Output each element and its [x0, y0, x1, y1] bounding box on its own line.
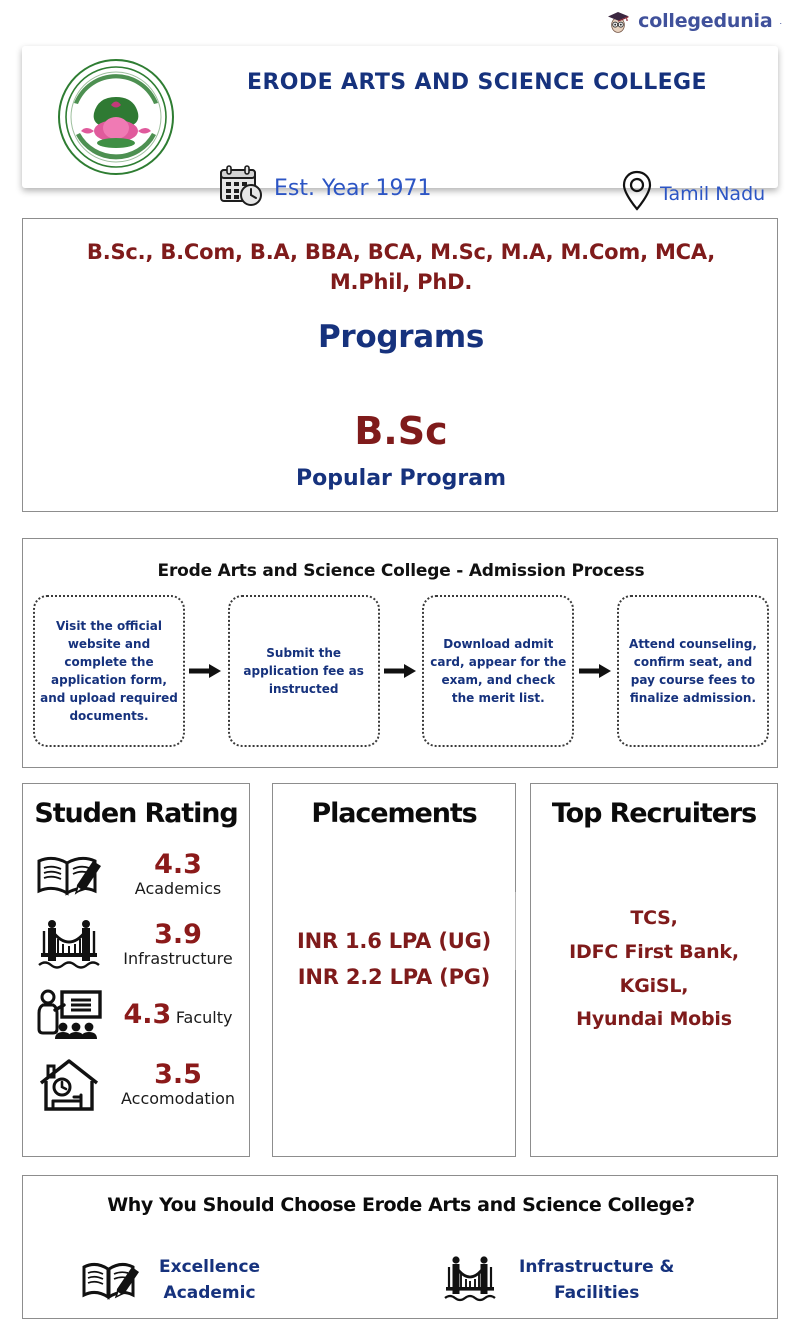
programs-list: B.Sc., B.Com, B.A, BBA, BCA, M.Sc, M.A, M.Com, MCA, M.Phil, PhD.: [86, 240, 716, 295]
rating-score: 4.3: [123, 998, 172, 1030]
student-rating-rows: [33, 840, 243, 1120]
why-choose-item: [439, 1254, 674, 1307]
why-choose-title: Why You Should Choose Erode Arts and Science College?: [107, 1194, 695, 1216]
admission-step-text: Submit the application fee as instructed: [243, 646, 364, 696]
admission-process-title: Erode Arts and Science College - Admission Process: [157, 561, 645, 581]
student-rating-card: [22, 783, 250, 1157]
why-choose-item-label: [159, 1254, 260, 1307]
teacher-classroom-icon: [33, 987, 105, 1043]
rating-score: 4.3: [154, 848, 202, 880]
brand-name: collegedunia: [638, 10, 773, 32]
calendar-clock-icon: [218, 164, 264, 213]
bridge-icon: [439, 1254, 501, 1306]
admission-step-text: Visit the official website and complete the application form, and upload required documents.: [40, 619, 178, 723]
admission-step-text: Attend counseling, confirm seat, and pay course fees to finalize admission.: [629, 637, 757, 705]
college-header-card: [22, 46, 778, 205]
rating-row: [33, 910, 243, 980]
page-title: ERODE ARTS AND SCIENCE COLLEGE: [247, 70, 707, 95]
why-choose-item-line2: Academic: [163, 1283, 256, 1304]
why-choose-item-line1: Excellence: [159, 1257, 261, 1277]
top-recruiters-card: [530, 783, 778, 1157]
programs-section: [22, 218, 778, 512]
programs-section-label: Programs: [317, 319, 485, 355]
placements-title: Placements: [311, 798, 477, 829]
top-recruiters-title: Top Recruiters: [551, 798, 757, 829]
admission-process-section: [22, 538, 778, 768]
map-pin-icon: [622, 170, 652, 217]
why-choose-items: [79, 1254, 729, 1307]
why-choose-item: [79, 1254, 439, 1307]
arrow-right-icon: [189, 662, 223, 680]
admission-step: [33, 595, 185, 747]
rating-score: 3.9: [154, 918, 202, 950]
location-label: Tamil Nadu: [660, 182, 766, 205]
rating-label: Infrastructure: [123, 949, 233, 969]
admission-step: [617, 595, 769, 747]
placement-value: INR 2.2 LPA (PG): [297, 964, 491, 989]
rating-score: 3.5: [154, 1058, 202, 1090]
popular-program-value: B.Sc: [354, 409, 448, 453]
student-rating-title: Studen Rating: [34, 798, 238, 829]
why-choose-item-label: [519, 1254, 674, 1307]
divider: [515, 892, 516, 970]
collegedunia-brand: [605, 8, 782, 34]
popular-program-label: Popular Program: [296, 466, 506, 491]
graduation-cap-mascot-icon: [605, 8, 631, 34]
rating-row: [33, 1050, 243, 1120]
rating-label: Accomodation: [120, 1089, 236, 1109]
brand-trailing-dots: .: [779, 16, 782, 26]
admission-step-text: Download admit card, appear for the exam, and check the merit list.: [430, 637, 567, 705]
recruiter-item: TCS,: [630, 907, 678, 929]
why-choose-item-line2: Facilities: [554, 1283, 640, 1304]
rating-row: [33, 840, 243, 910]
why-choose-item-line1: Infrastructure &: [519, 1257, 675, 1277]
placements-values: [273, 924, 515, 995]
placement-value: INR 1.6 LPA (UG): [296, 929, 492, 953]
established-label: Est. Year 1971: [274, 176, 432, 201]
arrow-right-icon: [579, 662, 613, 680]
arrow-right-icon: [384, 662, 418, 680]
rating-label: Faculty: [175, 1007, 233, 1027]
recruiter-item: IDFC First Bank,: [569, 940, 739, 963]
rating-row: [33, 980, 243, 1050]
recruiter-item: KGiSL,: [619, 974, 689, 997]
why-choose-section: [22, 1175, 778, 1319]
admission-steps-flow: [33, 591, 769, 751]
college-seal-lotus-icon: [54, 55, 178, 179]
placements-card: [272, 783, 516, 1157]
house-clock-bed-icon: [33, 1057, 105, 1113]
book-pencil-icon: [79, 1254, 141, 1306]
bridge-icon: [33, 917, 105, 973]
established-year: [218, 164, 432, 213]
admission-step: [228, 595, 380, 747]
book-pencil-icon: [33, 847, 105, 903]
location: [622, 170, 765, 217]
admission-step: [422, 595, 574, 747]
recruiters-list: [531, 902, 777, 1037]
rating-label: Academics: [134, 879, 222, 899]
recruiter-item: Hyundai Mobis: [576, 1008, 732, 1031]
